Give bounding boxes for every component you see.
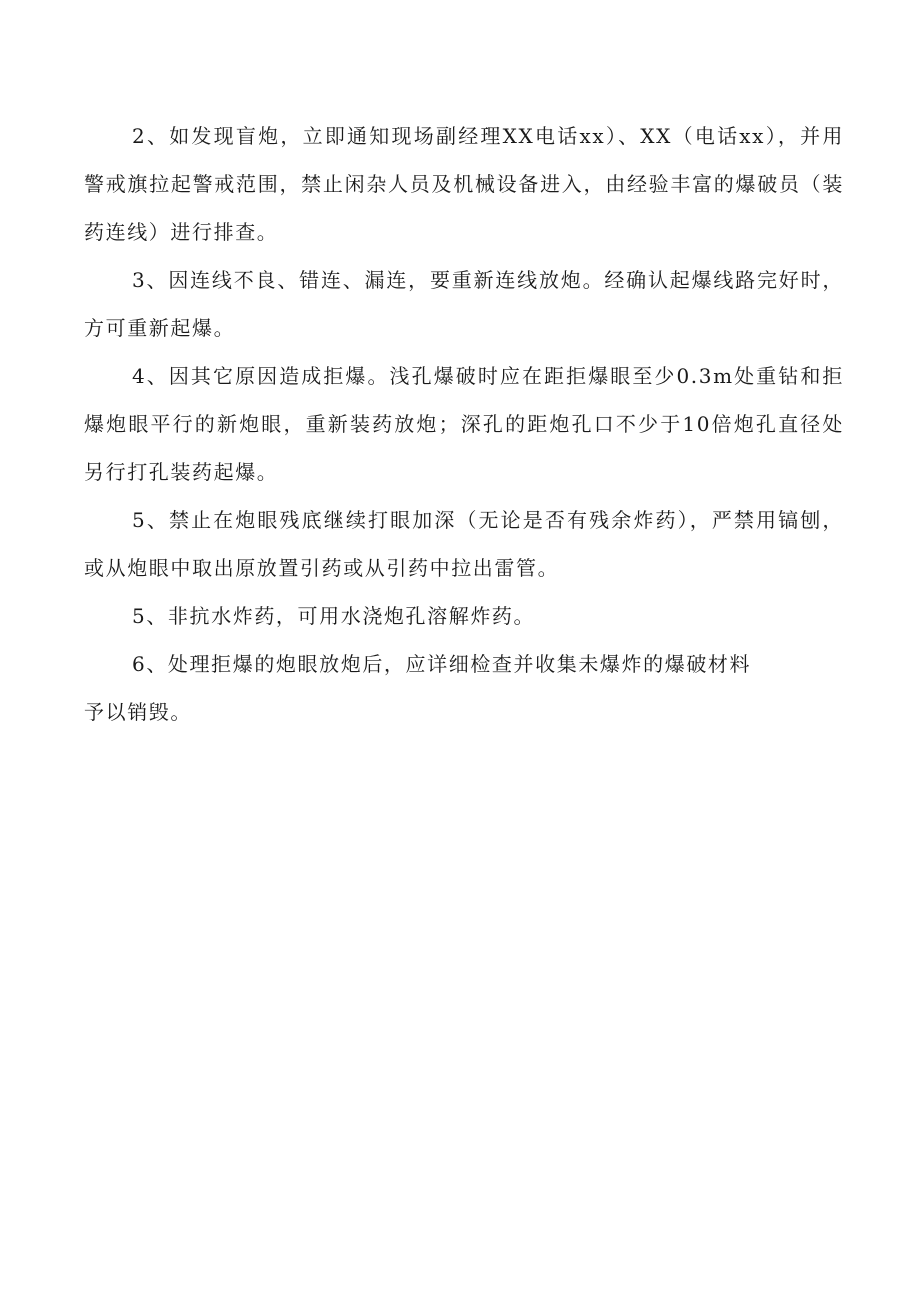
paragraph-reconnect-wiring: 3、因连线不良、错连、漏连，要重新连线放炮。经确认起爆线路完好时，方可重新起爆。 (84, 268, 844, 340)
paragraph-trailing-line: 予以销毁。 (84, 700, 192, 724)
paragraph-non-waterproof-explosive: 5、非抗水炸药，可用水浇炮孔溶解炸药。 (132, 604, 536, 628)
paragraph-no-deepening: 5、禁止在炮眼残底继续打眼加深（无论是否有残余炸药），严禁用镐刨，或从炮眼中取出原放置引药或从引药中拉出雷管。 (84, 508, 844, 580)
document-body (84, 112, 844, 736)
paragraph-misfire-redrill: 4、因其它原因造成拒爆。浅孔爆破时应在距拒爆眼至少0.3m处重钻和拒爆炮眼平行的新炮眼，重新装药放炮；深孔的距炮孔口不少于10倍炮孔直径处另行打孔装药起爆。 (84, 364, 844, 484)
paragraph-post-blast-inspection: 6、处理拒爆的炮眼放炮后，应详细检查并收集未爆炸的爆破材料 (132, 652, 752, 676)
paragraph-blind-shot-handling: 2、如发现盲炮，立即通知现场副经理XX电话xx）、XX（电话xx），并用警戒旗拉起警戒范围，禁止闲杂人员及机械设备进入，由经验丰富的爆破员（装药连线）进行排查。 (84, 124, 844, 244)
